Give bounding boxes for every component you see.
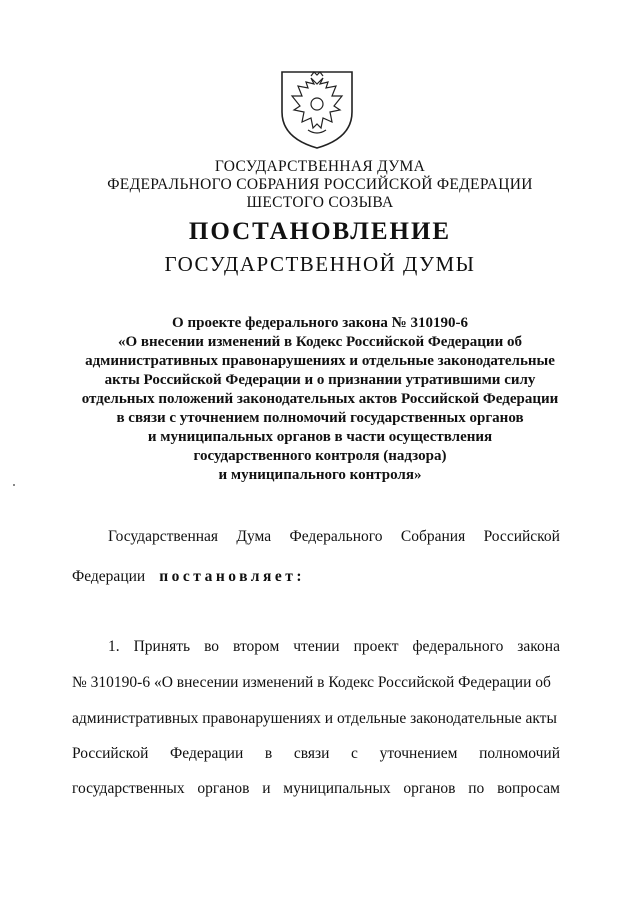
preamble-word: Дума: [236, 528, 272, 545]
preamble-word: Российской: [483, 528, 560, 545]
preamble-word: Государственная: [108, 528, 219, 545]
document-subtitle: ГОСУДАРСТВЕННОЙ ДУМЫ: [164, 252, 476, 276]
clause-1-line-1: [108, 638, 560, 656]
scan-speck: [13, 484, 15, 486]
subject-line: отдельных положений законодательных актов Российской Федерации: [81, 391, 559, 407]
clause-word: и: [262, 780, 271, 797]
subject-line: акты Российской Федерации и о признании утратившими силу: [104, 372, 536, 388]
preamble-word: Федерации: [72, 568, 146, 585]
clause-word: полномочий: [479, 745, 560, 762]
subject-line: административных правонарушениях и отдельные законодательные: [85, 353, 555, 369]
clause-word: с: [351, 745, 358, 762]
issuing-body-header: [0, 158, 640, 212]
clause-text: административных правонарушениях и отдельные законодательные акты: [72, 710, 557, 727]
clause-word: 1.: [108, 638, 120, 655]
clause-word: втором: [233, 638, 280, 655]
clause-word: государственных: [72, 780, 185, 797]
subject-line: в связи с уточнением полномочий государственных органов: [116, 410, 524, 426]
clause-word: вопросам: [497, 780, 560, 797]
clause-word: чтении: [293, 638, 340, 655]
clause-1-line-2: [72, 674, 560, 692]
clause-text: № 310190-6 «О внесении изменений в Кодекс Российской Федерации об: [72, 674, 551, 691]
clause-word: закона: [517, 638, 560, 655]
preamble-line-2: [72, 568, 560, 586]
clause-1-line-3: [72, 710, 560, 728]
subject-line: О проекте федерального закона № 310190-6: [172, 315, 468, 331]
resolves-word: постановляет:: [159, 568, 306, 585]
clause-word: муниципальных: [283, 780, 391, 797]
clause-word: органов: [403, 780, 456, 797]
clause-word: связи: [293, 745, 330, 762]
header-line-3: ШЕСТОГО СОЗЫВА: [246, 194, 394, 211]
clause-word: проект: [353, 638, 399, 655]
preamble-line-1: [108, 528, 560, 546]
subject-line: и муниципального контроля»: [218, 467, 422, 483]
clause-word: по: [468, 780, 485, 797]
preamble-word: Федерального: [289, 528, 383, 545]
clause-word: федерального: [412, 638, 504, 655]
resolution-subject: [0, 314, 640, 485]
clause-word: органов: [197, 780, 250, 797]
document-title: ПОСТАНОВЛЕНИЕ: [188, 218, 452, 245]
subject-line: и муниципальных органов в части осуществления: [147, 429, 493, 445]
clause-1-line-5: [72, 780, 560, 798]
header-line-1: ГОСУДАРСТВЕННАЯ ДУМА: [214, 158, 426, 175]
header-line-2: ФЕДЕРАЛЬНОГО СОБРАНИЯ РОССИЙСКОЙ ФЕДЕРАЦИИ: [107, 176, 533, 193]
clause-word: уточнением: [379, 745, 458, 762]
clause-word: Федерации: [170, 745, 244, 762]
clause-word: Принять: [133, 638, 191, 655]
preamble-word: Собрания: [400, 528, 466, 545]
state-emblem-icon: [278, 68, 356, 150]
clause-word: в: [264, 745, 273, 762]
clause-1-line-4: [72, 745, 560, 763]
clause-word: во: [204, 638, 220, 655]
clause-word: Российской: [72, 745, 149, 762]
subject-line: «О внесении изменений в Кодекс Российской Федерации об: [118, 334, 522, 350]
subject-line: государственного контроля (надзора): [193, 448, 447, 464]
